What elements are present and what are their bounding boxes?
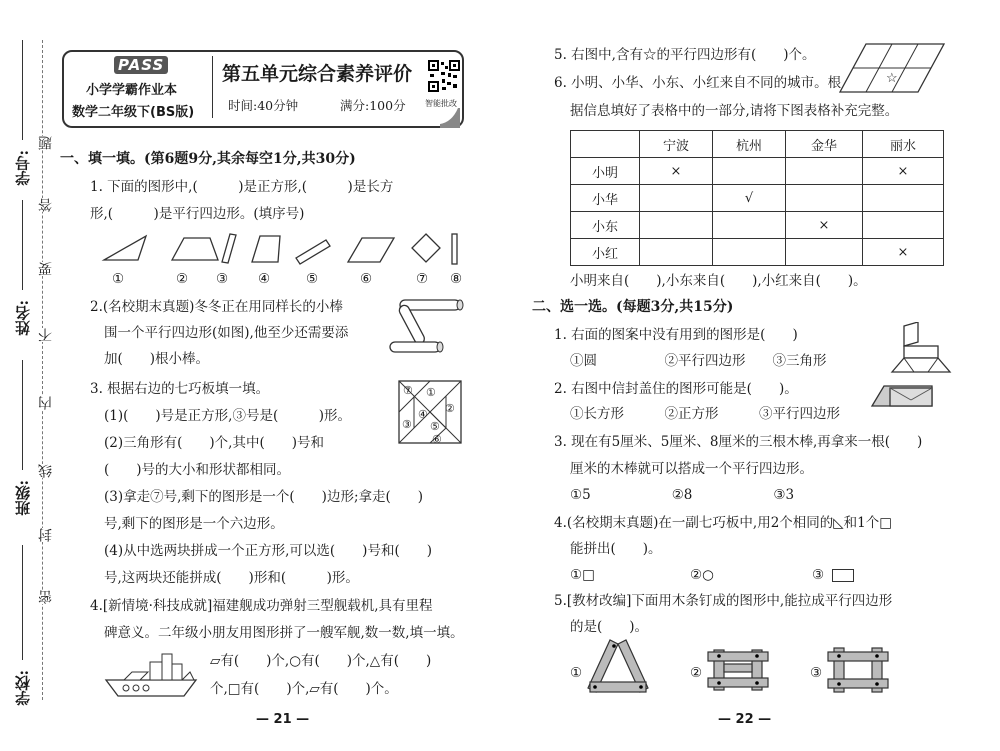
shape-5-long-parallelogram bbox=[296, 240, 330, 264]
shape-6-parallelogram bbox=[348, 238, 394, 262]
table-cell[interactable]: × bbox=[640, 158, 713, 185]
m1-options: ①圆 ②平行四边形 ③三角形 bbox=[570, 353, 827, 369]
m5-option-2: ② bbox=[690, 665, 703, 681]
m3-options: ①5 ②8 ③3 bbox=[570, 487, 795, 503]
page-number-right: — 22 — bbox=[718, 712, 772, 727]
student-id-line bbox=[22, 40, 23, 140]
table-row bbox=[571, 239, 944, 266]
page-number-left: — 21 — bbox=[256, 712, 310, 727]
table-cell[interactable] bbox=[786, 158, 863, 185]
rectangle-icon bbox=[832, 569, 854, 582]
q3-line2: (1)( )号是正方形,③号是( )形。 bbox=[104, 408, 351, 424]
school-label: 学校: bbox=[14, 670, 32, 706]
m4-option-2: ②○ bbox=[690, 567, 714, 583]
tangram-label-4: ④ bbox=[418, 408, 428, 421]
brand-logo: PASS bbox=[114, 56, 168, 74]
shape-label-4: ④ bbox=[258, 271, 271, 287]
q4-line2: 碑意义。二年级小朋友用图形拼了一艘军舰,数一数,填一填。 bbox=[104, 625, 464, 641]
tangram-label-3: ③ bbox=[402, 418, 412, 431]
section-one-heading: 一、填一填。(第6题9分,其余每空1分,共30分) bbox=[60, 151, 356, 167]
table-cell[interactable] bbox=[863, 185, 944, 212]
table-cell[interactable]: × bbox=[863, 158, 944, 185]
wood-triangle-figure bbox=[586, 636, 650, 696]
seal-char: 线 bbox=[38, 464, 54, 478]
q6-line1: 6. 小明、小华、小东、小红来自不同的城市。根 bbox=[554, 75, 842, 91]
q4-line1: 4.[新情境·科技成就]福建舰成功弹射三型舰载机,具有里程 bbox=[90, 598, 433, 614]
envelope-figure bbox=[870, 378, 936, 410]
shape-1-triangle bbox=[104, 236, 146, 260]
table-cell[interactable] bbox=[713, 212, 786, 239]
m3-line2: 厘米的木棒就可以搭成一个平行四边形。 bbox=[570, 461, 813, 477]
table-header-cell: 宁波 bbox=[640, 131, 713, 158]
m1-question: 1. 右面的图案中没有用到的图形是( ) bbox=[554, 327, 798, 343]
name-label: 姓名: bbox=[14, 300, 32, 336]
q2-line1: 2.(名校期末真题)冬冬正在用同样长的小棒 bbox=[90, 299, 343, 315]
table-cell: 小红 bbox=[571, 239, 640, 266]
table-header-cell: 杭州 bbox=[713, 131, 786, 158]
seal-char: 不 bbox=[38, 328, 54, 342]
q3-line3: (2)三角形有( )个,其中( )号和 bbox=[104, 435, 324, 451]
m2-options: ①长方形 ②正方形 ③平行四边形 bbox=[570, 406, 840, 422]
table-row bbox=[571, 158, 944, 185]
shape-7-square bbox=[412, 234, 440, 262]
table-cell[interactable]: × bbox=[786, 212, 863, 239]
pattern-figure bbox=[890, 322, 956, 374]
q4-line3: ▱有( )个,○有( )个,△有( ) bbox=[210, 653, 432, 669]
seal-char: 题 bbox=[38, 136, 54, 150]
q1-line1: 1. 下面的图形中,( )是正方形,( )是长方 bbox=[90, 179, 394, 195]
table-header-row bbox=[571, 131, 944, 158]
class-label: 班级: bbox=[14, 480, 32, 516]
qr-caption: 智能批改 bbox=[425, 99, 457, 108]
star-icon: ☆ bbox=[886, 71, 898, 86]
table-cell[interactable] bbox=[640, 239, 713, 266]
class-line bbox=[22, 360, 23, 470]
tangram-label-6: ⑥ bbox=[432, 433, 442, 446]
warship-figure bbox=[104, 650, 200, 700]
page-curl-icon bbox=[440, 108, 462, 130]
wood-frame-braced-figure bbox=[706, 646, 770, 694]
q2-line2: 围一个平行四边形(如图),他至少还需要添 bbox=[104, 325, 349, 341]
table-row bbox=[571, 185, 944, 212]
q1-line2: 形,( )是平行四边形。(填序号) bbox=[90, 206, 305, 222]
tangram-label-7: ⑦ bbox=[403, 384, 413, 397]
header-divider bbox=[212, 56, 213, 118]
q3-line6: 号,剩下的图形是一个六边形。 bbox=[104, 516, 284, 532]
q3-line5: (3)拿走⑦号,剩下的图形是一个( )边形;拿走( ) bbox=[104, 489, 424, 505]
shape-4-quadrilateral bbox=[252, 236, 280, 262]
q2-line3: 加( )根小棒。 bbox=[104, 351, 210, 367]
shape-2-trapezoid bbox=[172, 238, 218, 260]
table-cell[interactable] bbox=[640, 212, 713, 239]
seal-char: 封 bbox=[38, 528, 54, 542]
table-cell[interactable] bbox=[863, 212, 944, 239]
table-header-cell: 金华 bbox=[786, 131, 863, 158]
seal-char: 答 bbox=[38, 198, 54, 212]
table-cell[interactable] bbox=[713, 239, 786, 266]
q4-line4: 个,□有( )个,▱有( )个。 bbox=[210, 681, 398, 697]
m5-option-1: ① bbox=[570, 665, 583, 681]
shape-label-7: ⑦ bbox=[416, 271, 429, 287]
tangram-label-5: ⑤ bbox=[430, 420, 440, 433]
table-cell[interactable] bbox=[786, 239, 863, 266]
school-line bbox=[22, 545, 23, 660]
m4-line2: 能拼出( )。 bbox=[570, 541, 662, 557]
name-line bbox=[22, 200, 23, 290]
q6-line2: 据信息填好了表格中的一部分,请将下图表格补充完整。 bbox=[570, 103, 899, 119]
city-table bbox=[570, 130, 944, 266]
shape-label-6: ⑥ bbox=[360, 271, 373, 287]
tangram-label-2: ② bbox=[445, 402, 455, 415]
q5-text: 5. 右图中,含有☆的平行四边形有( )个。 bbox=[554, 47, 816, 63]
table-cell: 小华 bbox=[571, 185, 640, 212]
qr-code-icon bbox=[428, 60, 460, 92]
tangram-label-1: ① bbox=[426, 386, 436, 399]
table-header-cell: 丽水 bbox=[863, 131, 944, 158]
m4-option-3: ③ bbox=[812, 567, 825, 583]
book-name: 数学二年级下(BS版) bbox=[72, 105, 195, 120]
shape-label-2: ② bbox=[176, 271, 189, 287]
student-id-label: 学号: bbox=[14, 150, 32, 186]
table-header-cell bbox=[571, 131, 640, 158]
table-cell[interactable]: × bbox=[863, 239, 944, 266]
m4-option-1: ①□ bbox=[570, 567, 595, 583]
seal-char: 要 bbox=[38, 262, 54, 276]
wood-frame-figure bbox=[826, 646, 890, 694]
shape-label-3: ③ bbox=[216, 271, 229, 287]
table-cell: 小明 bbox=[571, 158, 640, 185]
m5-line1: 5.[教材改编]下面用木条钉成的图形中,能拉成平行四边形 bbox=[554, 593, 893, 609]
table-cell[interactable] bbox=[786, 185, 863, 212]
q3-line8: 号,这两块还能拼成( )形和( )形。 bbox=[104, 570, 359, 586]
table-cell[interactable] bbox=[713, 158, 786, 185]
sticks-figure bbox=[386, 296, 470, 360]
q6-answer-line: 小明来自( ),小东来自( ),小红来自( )。 bbox=[570, 273, 867, 289]
q3-line4: ( )号的大小和形状都相同。 bbox=[104, 462, 291, 478]
m5-option-3: ③ bbox=[810, 665, 823, 681]
seal-char: 密 bbox=[38, 590, 54, 604]
series-name: 小学学霸作业本 bbox=[86, 83, 178, 98]
m2-question: 2. 右图中信封盖住的图形可能是( )。 bbox=[554, 381, 798, 397]
shape-label-5: ⑤ bbox=[306, 271, 319, 287]
seal-char: 内 bbox=[38, 396, 54, 410]
table-cell: 小东 bbox=[571, 212, 640, 239]
q3-line7: (4)从中选两块拼成一个正方形,可以选( )号和( ) bbox=[104, 543, 432, 559]
m4-line1: 4.(名校期末真题)在一副七巧板中,用2个相同的◺和1个□ bbox=[554, 515, 893, 531]
q1-shapes-figure bbox=[100, 232, 470, 268]
m3-line1: 3. 现在有5厘米、5厘米、8厘米的三根木棒,再拿来一根( ) bbox=[554, 434, 923, 450]
shape-label-8: ⑧ bbox=[450, 271, 463, 287]
shape-3-thin-parallelogram bbox=[222, 234, 236, 263]
full-score: 满分:100分 bbox=[340, 98, 406, 113]
page-title: 第五单元综合素养评价 bbox=[222, 63, 413, 85]
table-row bbox=[571, 212, 944, 239]
q3-line1: 3. 根据右边的七巧板填一填。 bbox=[90, 381, 270, 397]
section-two-heading: 二、选一选。(每题3分,共15分) bbox=[532, 299, 734, 315]
table-cell[interactable]: √ bbox=[713, 185, 786, 212]
shape-label-1: ① bbox=[112, 271, 125, 287]
m5-line2: 的是( )。 bbox=[570, 619, 649, 635]
table-cell[interactable] bbox=[640, 185, 713, 212]
time-limit: 时间:40分钟 bbox=[228, 98, 299, 113]
shape-8-rectangle bbox=[452, 234, 457, 264]
